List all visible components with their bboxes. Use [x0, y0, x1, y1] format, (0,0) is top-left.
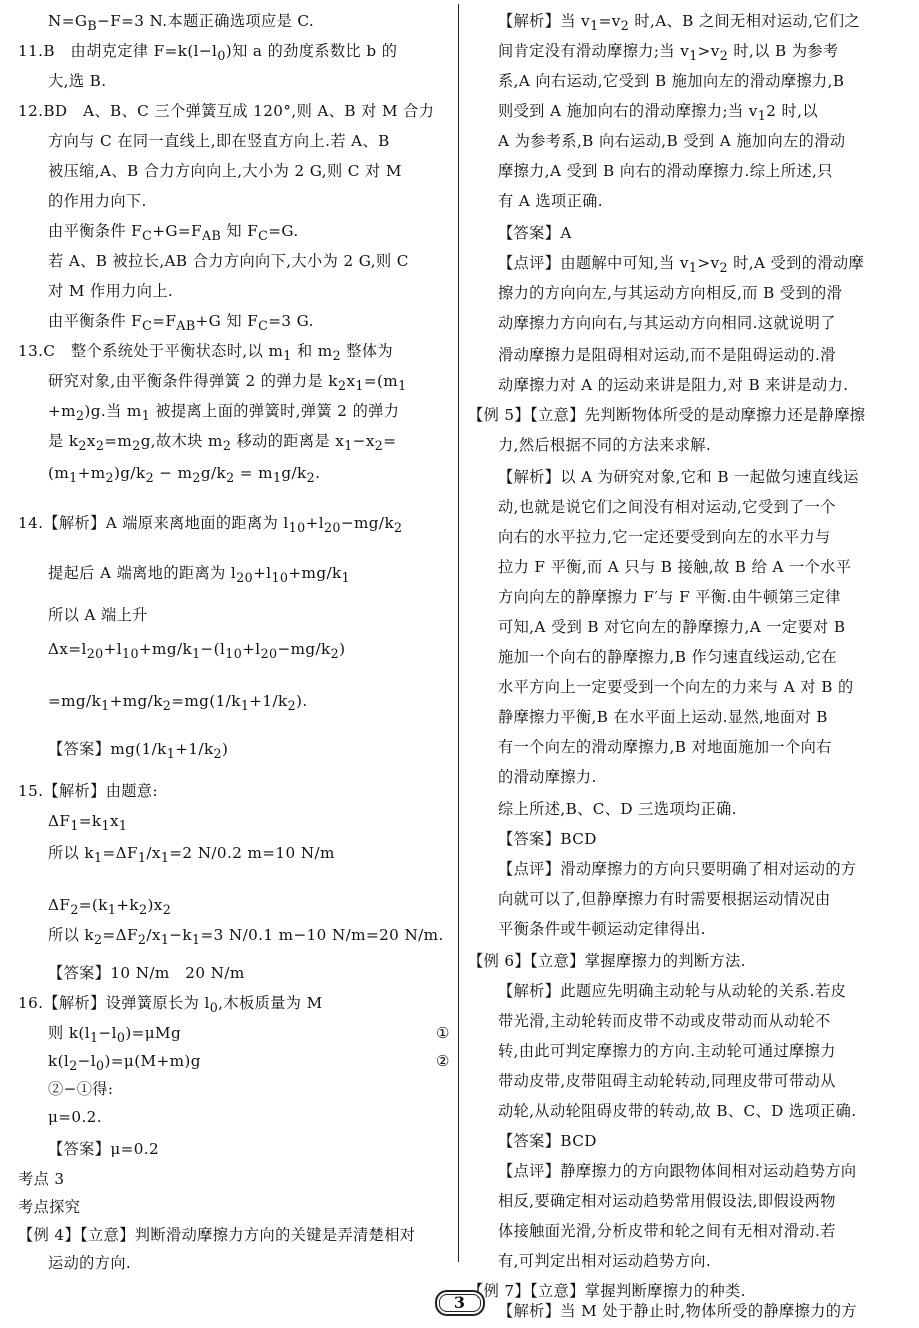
left-text-line: 13.C 整个系统处于平衡状态时,以 $m_1$ 和 $m_2$ 整体为	[18, 342, 394, 364]
left-text-line: 12.BD A、B、C 三个弹簧互成 120°,则 A、B 对 M 合力	[18, 102, 435, 120]
right-text-line: 有 A 选项正确.	[498, 192, 603, 210]
right-text-line: 【答案】BCD	[498, 830, 597, 848]
right-text-line: 动轮,从动轮阻碍皮带的转动,故 B、C、D 选项正确.	[498, 1102, 857, 1120]
right-text-line: 【点评】由题解中可知,当 $v_1>v_2$ 时,A 受到的滑动摩	[498, 254, 865, 276]
right-text-line: 动,也就是说它们之间没有相对运动,它受到了一个	[498, 498, 836, 516]
right-text-line: 有一个向左的滑动摩擦力,B 对地面施加一个向右	[498, 738, 832, 756]
left-text-line: 研究对象,由平衡条件得弹簧 2 的弹力是 $k_2x_1=(m_1$	[48, 372, 407, 394]
left-text-line: 【例 4】【立意】判断滑动摩擦力方向的关键是弄清楚相对	[18, 1226, 416, 1244]
right-text-line: 有,可判定出相对运动趋势方向.	[498, 1252, 712, 1270]
right-text-line: A 为参考系,B 向右运动,B 受到 A 施加向左的滑动	[498, 132, 846, 150]
right-text-line: 的滑动摩擦力.	[498, 768, 597, 786]
left-text-line: μ=0.2.	[48, 1108, 102, 1126]
left-text-line: 若 A、B 被拉长,AB 合力方向向下,大小为 2 G,则 C	[48, 252, 409, 270]
right-text-line: 则受到 A 施加向右的滑动摩擦力;当 $v_12$ 时,以	[498, 102, 818, 124]
right-text-line: 动摩擦力对 A 的运动来讲是阻力,对 B 来讲是动力.	[498, 376, 849, 394]
left-text-line: 所以 $k_1=\Delta F_1/x_1=2$ N/0.2 m=10 N/m	[48, 844, 335, 866]
page-number	[0, 1290, 919, 1316]
right-text-line: 向就可以了,但静摩擦力有时需要根据运动情况由	[498, 890, 831, 908]
left-text-line: ②−①得:	[48, 1080, 114, 1098]
left-text-line: 【答案】10 N/m 20 N/m	[48, 964, 245, 982]
left-text-line: $k(l_2-l_0)=\mu(M+m)g$ ②	[48, 1046, 450, 1076]
right-text-line: 间肯定没有滑动摩擦力;当 $v_1>v_2$ 时,以 B 为参考	[498, 42, 839, 64]
left-text-line: 考点探究	[18, 1198, 81, 1216]
left-text-line: 则 $k(l_1-l_0)=\mu Mg$ ①	[48, 1018, 450, 1048]
left-text-line: 所以 $k_2=\Delta F_2/x_1-k_1=3$ N/0.1 m−10 N/m=20 N/m.	[48, 926, 444, 948]
right-text-line: 可知,A 受到 B 对它向左的静摩擦力,A 一定要对 B	[498, 618, 846, 636]
right-text-line: 【解析】当 $v_1=v_2$ 时,A、B 之间无相对运动,它们之	[498, 12, 861, 34]
right-text-line: 静摩擦力平衡,B 在水平面上运动.显然,地面对 B	[498, 708, 828, 726]
left-text-line: 是 $k_2x_2=m_2g$,故木块 $m_2$ 移动的距离是 $x_1-x_2=$	[48, 432, 397, 454]
right-text-line: 【解析】以 A 为研究对象,它和 B 一起做匀速直线运	[498, 468, 859, 486]
right-text-line: 综上所述,B、C、D 三选项均正确.	[498, 800, 737, 818]
right-text-line: 擦力的方向向左,与其运动方向相反,而 B 受到的滑	[498, 284, 843, 302]
right-text-line: 滑动摩擦力是阻碍相对运动,而不是阻碍运动的.滑	[498, 346, 836, 364]
left-text-line: 由平衡条件 $F_C+G=F_{AB}$ 知 $F_C=G$.	[48, 222, 299, 244]
left-text-line: 16.【解析】设弹簧原长为 $l_0$,木板质量为 M	[18, 994, 323, 1016]
right-text-line: 系,A 向右运动,它受到 B 施加向左的滑动摩擦力,B	[498, 72, 845, 90]
left-text-line: 【答案】$mg(1/k_1+1/k_2)$	[48, 740, 229, 762]
left-text-line: $+m_2)g$.当 $m_1$ 被提离上面的弹簧时,弹簧 2 的弹力	[48, 402, 400, 424]
right-text-line: 平衡条件或牛顿运动定律得出.	[498, 920, 706, 938]
right-text-line: 【点评】滑动摩擦力的方向只要明确了相对运动的方	[498, 860, 857, 878]
right-text-line: 【例 5】【立意】先判断物体所受的是动摩擦力还是静摩擦	[468, 406, 866, 424]
right-text-line: 体接触面光滑,分析皮带和轮之间有无相对滑动.若	[498, 1222, 836, 1240]
right-text-line: 带动皮带,皮带阻碍主动轮转动,同理皮带可带动从	[498, 1072, 836, 1090]
left-text-line: 对 M 作用力向上.	[48, 282, 174, 300]
right-text-line: 【解析】此题应先明确主动轮与从动轮的关系.若皮	[498, 982, 847, 1000]
left-text-line: 考点 3	[18, 1170, 65, 1188]
left-text-line: $N=G_B-F=3$ N.本题正确选项应是 C.	[48, 12, 315, 34]
left-text-line: 【答案】μ=0.2	[48, 1140, 160, 1158]
right-text-line: 摩擦力,A 受到 B 向右的滑动摩擦力.综上所述,只	[498, 162, 833, 180]
left-text-line: $=mg/k_1+mg/k_2=mg(1/k_1+1/k_2)$.	[48, 692, 308, 714]
left-text-line: $\Delta F_2=(k_1+k_2)x_2$	[48, 896, 172, 918]
left-text-line: 所以 A 端上升	[48, 606, 148, 624]
right-text-line: 力,然后根据不同的方法来求解.	[498, 436, 712, 454]
right-text-line: 带光滑,主动轮转而皮带不动或皮带动而从动轮不	[498, 1012, 831, 1030]
left-text-line: $(m_1+m_2)g/k_2 - m_2g/k_2 = m_1g/k_2$.	[48, 464, 321, 486]
left-text-line: 11.B 由胡克定律 $F=k(l-l_0)$知 a 的劲度系数比 b 的	[18, 42, 398, 64]
left-text-line: 15.【解析】由题意:	[18, 782, 158, 800]
right-text-line: 【解析】当 M 处于静止时,物体所受的静摩擦力的方	[498, 1302, 857, 1320]
left-text-line: 由平衡条件 $F_C=F_{AB}+G$ 知 $F_C=3$ G.	[48, 312, 314, 334]
right-text-line: 【答案】BCD	[498, 1132, 597, 1150]
right-text-line: 【点评】静摩擦力的方向跟物体间相对运动趋势方向	[498, 1162, 857, 1180]
right-text-line: 相反,要确定相对运动趋势常用假设法,即假设两物	[498, 1192, 836, 1210]
right-text-line: 【例 6】【立意】掌握摩擦力的判断方法.	[468, 952, 746, 970]
left-text-line: $\Delta x=l_{20}+l_{10}+mg/k_1-(l_{10}+l_{20}-mg/k_2)$	[48, 640, 346, 662]
left-text-line: $\Delta F_1=k_1x_1$	[48, 812, 128, 834]
right-text-line: 施加一个向右的静摩擦力,B 作匀速直线运动,它在	[498, 648, 837, 666]
right-text-line: 动摩擦力方向向右,与其运动方向相同.这就说明了	[498, 314, 836, 332]
equation-number: ①	[435, 1024, 450, 1042]
left-text-line: 的作用力向下.	[48, 192, 147, 210]
right-text-line: 拉力 F 平衡,而 A 只与 B 接触,故 B 给 A 一个水平	[498, 558, 852, 576]
left-text-line: 提起后 A 端离地的距离为 $l_{20}+l_{10}+mg/k_1$	[48, 564, 351, 586]
right-text-line: 水平方向上一定要受到一个向左的力来与 A 对 B 的	[498, 678, 854, 696]
left-text-line: 被压缩,A、B 合力方向向上,大小为 2 G,则 C 对 M	[48, 162, 402, 180]
left-text-line: 方向与 C 在同一直线上,即在竖直方向上.若 A、B	[48, 132, 390, 150]
right-text-line: 【例 7】【立意】掌握判断摩擦力的种类.	[468, 1282, 746, 1300]
left-text-line: 大,选 B.	[48, 72, 107, 90]
equation-number: ②	[435, 1052, 450, 1070]
page-number-text: 3	[435, 1290, 485, 1316]
column-divider	[458, 4, 459, 1262]
right-text-line: 转,由此可判定摩擦力的方向.主动轮可通过摩擦力	[498, 1042, 836, 1060]
right-text-line: 方向向左的静摩擦力 F′与 F 平衡.由牛顿第三定律	[498, 588, 841, 606]
left-text-line: 14.【解析】A 端原来离地面的距离为 $l_{10}+l_{20}-mg/k_2$	[18, 514, 403, 536]
right-text-line: 向右的水平拉力,它一定还要受到向左的水平力与	[498, 528, 831, 546]
right-text-line: 【答案】A	[498, 224, 572, 242]
left-text-line: 运动的方向.	[48, 1254, 132, 1272]
